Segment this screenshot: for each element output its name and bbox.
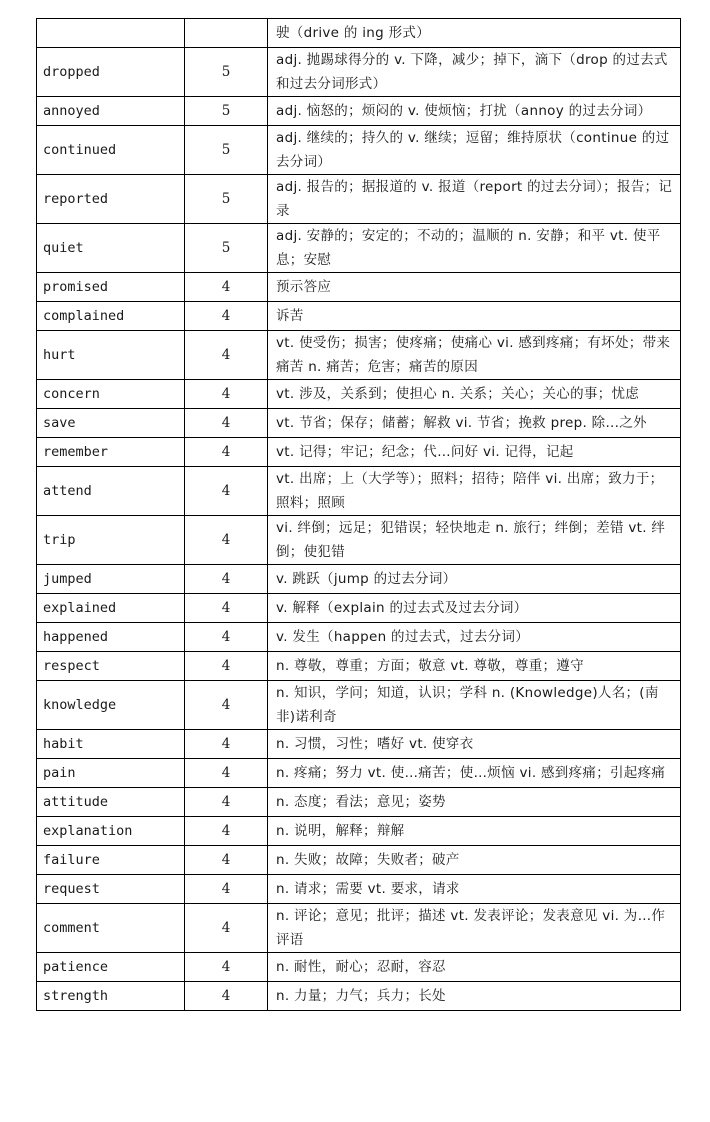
definition-cell: 预示答应 xyxy=(268,273,681,302)
count-cell: 4 xyxy=(185,953,268,982)
table-row xyxy=(37,652,681,681)
definition-cell: n. 耐性，耐心；忍耐，容忍 xyxy=(268,953,681,982)
word-cell: patience xyxy=(37,953,185,982)
table-row xyxy=(37,331,681,380)
word-cell: jumped xyxy=(37,565,185,594)
table-row xyxy=(37,904,681,953)
count-cell: 4 xyxy=(185,594,268,623)
definition-cell: vt. 出席；上（大学等）；照料；招待；陪伴 vi. 出席；致力于；照料；照顾 xyxy=(268,467,681,516)
definition-cell: n. 说明，解释；辩解 xyxy=(268,817,681,846)
count-cell: 4 xyxy=(185,652,268,681)
count-cell: 4 xyxy=(185,302,268,331)
count-cell: 4 xyxy=(185,331,268,380)
table-row xyxy=(37,302,681,331)
word-cell: respect xyxy=(37,652,185,681)
word-cell: knowledge xyxy=(37,681,185,730)
definition-cell: vi. 绊倒；远足；犯错误；轻快地走 n. 旅行；绊倒；差错 vt. 绊倒；使犯错 xyxy=(268,516,681,565)
table-row xyxy=(37,438,681,467)
table-row xyxy=(37,788,681,817)
count-cell: 4 xyxy=(185,380,268,409)
vocabulary-table-body xyxy=(37,19,681,1011)
count-cell: 4 xyxy=(185,681,268,730)
table-row xyxy=(37,623,681,652)
word-cell: happened xyxy=(37,623,185,652)
count-cell: 5 xyxy=(185,97,268,126)
definition-cell: v. 跳跃（jump 的过去分词） xyxy=(268,565,681,594)
definition-cell: adj. 抛踢球得分的 v. 下降，减少；掉下，滴下（drop 的过去式和过去分词形式） xyxy=(268,48,681,97)
count-cell: 4 xyxy=(185,904,268,953)
definition-cell: n. 评论；意见；批评；描述 vt. 发表评论；发表意见 vi. 为…作评语 xyxy=(268,904,681,953)
table-row xyxy=(37,409,681,438)
definition-cell: n. 力量；力气；兵力；长处 xyxy=(268,982,681,1011)
table-row xyxy=(37,467,681,516)
definition-cell: n. 请求；需要 vt. 要求，请求 xyxy=(268,875,681,904)
definition-cell: vt. 节省；保存；储蓄；解救 vi. 节省；挽救 prep. 除...之外 xyxy=(268,409,681,438)
word-cell: trip xyxy=(37,516,185,565)
count-cell: 4 xyxy=(185,273,268,302)
count-cell: 4 xyxy=(185,438,268,467)
table-row xyxy=(37,730,681,759)
definition-cell: adj. 继续的；持久的 v. 继续；逗留；维持原状（continue 的过去分词） xyxy=(268,126,681,175)
word-cell: complained xyxy=(37,302,185,331)
table-row xyxy=(37,97,681,126)
count-cell: 4 xyxy=(185,409,268,438)
count-cell: 4 xyxy=(185,817,268,846)
word-cell: dropped xyxy=(37,48,185,97)
table-row xyxy=(37,175,681,224)
definition-cell: vt. 记得；牢记；纪念；代…问好 vi. 记得，记起 xyxy=(268,438,681,467)
table-row xyxy=(37,875,681,904)
count-cell: 5 xyxy=(185,224,268,273)
word-cell: failure xyxy=(37,846,185,875)
definition-cell: v. 解释（explain 的过去式及过去分词） xyxy=(268,594,681,623)
word-cell: hurt xyxy=(37,331,185,380)
word-cell: attend xyxy=(37,467,185,516)
table-row xyxy=(37,846,681,875)
definition-cell: v. 发生（happen 的过去式，过去分词） xyxy=(268,623,681,652)
word-cell: comment xyxy=(37,904,185,953)
word-cell: save xyxy=(37,409,185,438)
word-cell: reported xyxy=(37,175,185,224)
table-row xyxy=(37,48,681,97)
table-row xyxy=(37,817,681,846)
definition-cell: adj. 恼怒的；烦闷的 v. 使烦恼；打扰（annoy 的过去分词） xyxy=(268,97,681,126)
definition-cell: adj. 安静的；安定的；不动的；温顺的 n. 安静；和平 vt. 使平息；安慰 xyxy=(268,224,681,273)
word-cell: pain xyxy=(37,759,185,788)
count-cell: 5 xyxy=(185,48,268,97)
word-cell: habit xyxy=(37,730,185,759)
table-row xyxy=(37,273,681,302)
word-cell: promised xyxy=(37,273,185,302)
word-cell: explained xyxy=(37,594,185,623)
definition-cell: n. 疼痛；努力 vt. 使…痛苦；使…烦恼 vi. 感到疼痛；引起疼痛 xyxy=(268,759,681,788)
word-cell: annoyed xyxy=(37,97,185,126)
word-cell: strength xyxy=(37,982,185,1011)
definition-cell: 驶（drive 的 ing 形式） xyxy=(268,19,681,48)
definition-cell: n. 尊敬，尊重；方面；敬意 vt. 尊敬，尊重；遵守 xyxy=(268,652,681,681)
word-cell: explanation xyxy=(37,817,185,846)
definition-cell: n. 失败；故障；失败者；破产 xyxy=(268,846,681,875)
word-cell: attitude xyxy=(37,788,185,817)
count-cell: 5 xyxy=(185,175,268,224)
count-cell: 4 xyxy=(185,788,268,817)
table-row xyxy=(37,953,681,982)
count-cell: 4 xyxy=(185,730,268,759)
word-cell: quiet xyxy=(37,224,185,273)
count-cell xyxy=(185,19,268,48)
count-cell: 4 xyxy=(185,516,268,565)
count-cell: 4 xyxy=(185,759,268,788)
definition-cell: vt. 涉及，关系到；使担心 n. 关系；关心；关心的事；忧虑 xyxy=(268,380,681,409)
definition-cell: vt. 使受伤；损害；使疼痛；使痛心 vi. 感到疼痛；有坏处；带来痛苦 n. 痛苦；危害；痛苦的原因 xyxy=(268,331,681,380)
definition-cell: n. 态度；看法；意见；姿势 xyxy=(268,788,681,817)
word-cell: concern xyxy=(37,380,185,409)
table-row xyxy=(37,19,681,48)
table-row xyxy=(37,681,681,730)
count-cell: 4 xyxy=(185,875,268,904)
definition-cell: n. 知识，学问；知道，认识；学科 n. (Knowledge)人名；(南非)诺利奇 xyxy=(268,681,681,730)
definition-cell: n. 习惯，习性；嗜好 vt. 使穿衣 xyxy=(268,730,681,759)
table-row xyxy=(37,594,681,623)
table-row xyxy=(37,516,681,565)
table-row xyxy=(37,982,681,1011)
vocabulary-table xyxy=(36,18,681,1011)
word-cell xyxy=(37,19,185,48)
table-row xyxy=(37,759,681,788)
count-cell: 4 xyxy=(185,565,268,594)
table-row xyxy=(37,126,681,175)
definition-cell: adj. 报告的；据报道的 v. 报道（report 的过去分词）；报告；记录 xyxy=(268,175,681,224)
definition-cell: 诉苦 xyxy=(268,302,681,331)
word-cell: continued xyxy=(37,126,185,175)
count-cell: 5 xyxy=(185,126,268,175)
word-cell: request xyxy=(37,875,185,904)
word-cell: remember xyxy=(37,438,185,467)
count-cell: 4 xyxy=(185,467,268,516)
table-row xyxy=(37,224,681,273)
count-cell: 4 xyxy=(185,846,268,875)
table-row xyxy=(37,380,681,409)
count-cell: 4 xyxy=(185,982,268,1011)
count-cell: 4 xyxy=(185,623,268,652)
table-row xyxy=(37,565,681,594)
